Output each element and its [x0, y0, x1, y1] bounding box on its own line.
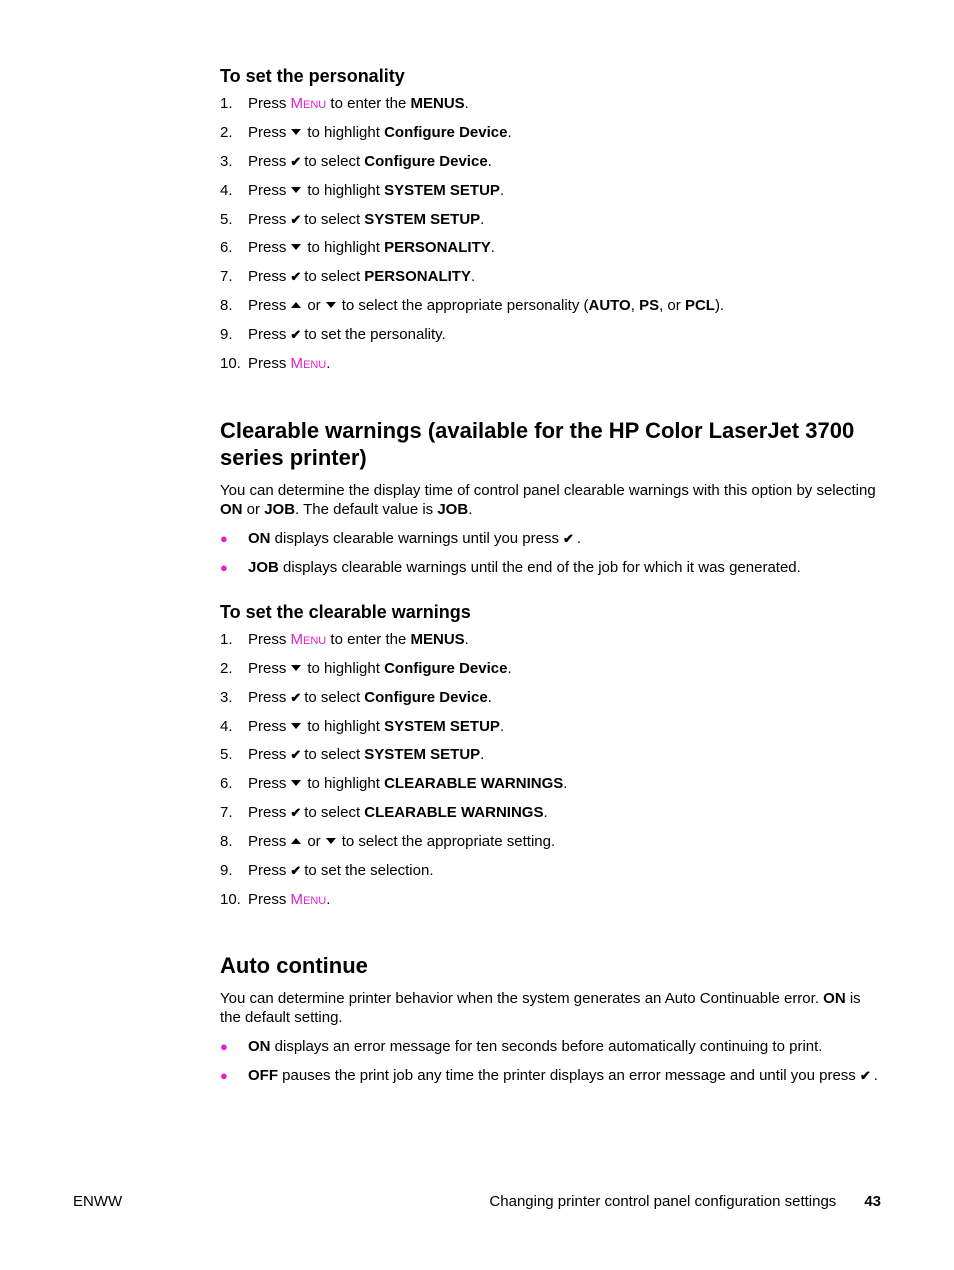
down-arrow-icon: [326, 838, 336, 844]
down-arrow-icon: [291, 244, 301, 250]
checkmark-icon: ✔: [859, 1067, 871, 1083]
list-item: 5. Press ✔ to select SYSTEM SETUP.: [220, 746, 485, 764]
down-arrow-icon: [291, 723, 301, 729]
checkmark-icon: ✔: [290, 689, 302, 705]
personality-steps: [220, 94, 880, 383]
checkmark-icon: ✔: [290, 805, 302, 821]
auto-continue-options: [220, 1037, 880, 1085]
list-item: 8. Press or to select the appropriate personality (AUTO, PS, or PCL).: [220, 297, 725, 315]
list-item: 5. Press ✔ to select SYSTEM SETUP.: [220, 210, 485, 228]
down-arrow-icon: [291, 187, 301, 193]
list-item: 6. Press to highlight PERSONALITY.: [220, 239, 495, 257]
checkmark-icon: ✔: [290, 269, 302, 285]
list-item: 8. Press or to select the appropriate setting.: [220, 833, 556, 851]
list-item: 2. Press to highlight Configure Device.: [220, 659, 512, 677]
up-arrow-icon: [291, 838, 301, 844]
clearable-warnings-steps: [220, 630, 880, 919]
list-item: 4. Press to highlight SYSTEM SETUP.: [220, 181, 505, 199]
menu-key-label: Menu: [290, 630, 327, 648]
menu-key-label: Menu: [290, 355, 327, 373]
list-item: ● ON displays clearable warnings until you press ✔ .: [220, 529, 582, 547]
list-item: 3. Press ✔ to select Configure Device.: [220, 688, 492, 706]
clearable-warnings-subheading: To set the clearable warnings: [220, 601, 471, 622]
list-item: 7. Press ✔ to select CLEARABLE WARNINGS.: [220, 804, 548, 822]
list-item: ● JOB displays clearable warnings until the end of the job for which it was generated.: [220, 558, 801, 576]
bullet-icon: ●: [220, 530, 228, 546]
clearable-warnings-options: [220, 529, 880, 577]
bullet-icon: ●: [220, 1067, 228, 1083]
bullet-icon: ●: [220, 1038, 228, 1054]
page-content: [220, 64, 880, 1095]
footer-left-label: ENWW: [73, 1193, 123, 1210]
list-item: 3. Press ✔ to select Configure Device.: [220, 152, 492, 170]
checkmark-icon: ✔: [290, 863, 302, 879]
list-item: 1. Press Menu to enter the MENUS.: [220, 95, 469, 112]
footer-chapter-title: Changing printer control panel configuration settings: [489, 1193, 837, 1210]
list-item: 9. Press ✔ to set the selection.: [220, 862, 434, 880]
checkmark-icon: ✔: [290, 327, 302, 343]
list-item: 6. Press to highlight CLEARABLE WARNINGS.: [220, 775, 568, 793]
down-arrow-icon: [291, 780, 301, 786]
list-item: 10. Press Menu.: [220, 355, 331, 373]
checkmark-icon: ✔: [290, 211, 302, 227]
list-item: ● OFF pauses the print job any time the printer displays an error message and until you press ✔ .: [220, 1066, 878, 1084]
list-item: 1. Press Menu to enter the MENUS.: [220, 630, 469, 648]
list-item: 10. Press Menu.: [220, 890, 331, 908]
list-item: ● ON displays an error message for ten seconds before automatically continuing to print.: [220, 1037, 823, 1055]
menu-key-label: Menu: [290, 890, 327, 908]
menu-key-label: Menu: [290, 95, 327, 112]
personality-heading: To set the personality: [220, 66, 405, 86]
down-arrow-icon: [291, 665, 301, 671]
down-arrow-icon: [291, 129, 301, 135]
bullet-icon: ●: [220, 559, 228, 575]
checkmark-icon: ✔: [290, 153, 302, 169]
down-arrow-icon: [326, 302, 336, 308]
list-item: 4. Press to highlight SYSTEM SETUP.: [220, 717, 505, 735]
list-item: 2. Press to highlight Configure Device.: [220, 123, 512, 141]
clearable-warnings-heading: Clearable warnings (available for the HP Color LaserJet 3700 series printer): [220, 417, 855, 470]
auto-continue-intro: You can determine printer behavior when the system generates an Auto Continuable error. ON is the default setting.: [220, 989, 861, 1026]
checkmark-icon: ✔: [562, 530, 574, 546]
checkmark-icon: ✔: [290, 747, 302, 763]
clearable-warnings-intro: You can determine the display time of control panel clearable warnings with this option by selecting ON or JOB. The default value is JOB.: [220, 481, 876, 518]
auto-continue-heading: Auto continue: [220, 952, 368, 978]
up-arrow-icon: [291, 302, 301, 308]
list-item: 9. Press ✔ to set the personality.: [220, 326, 446, 344]
list-item: 7. Press ✔ to select PERSONALITY.: [220, 268, 476, 286]
page-number: 43: [864, 1193, 881, 1210]
footer-right-label: [489, 1192, 881, 1211]
